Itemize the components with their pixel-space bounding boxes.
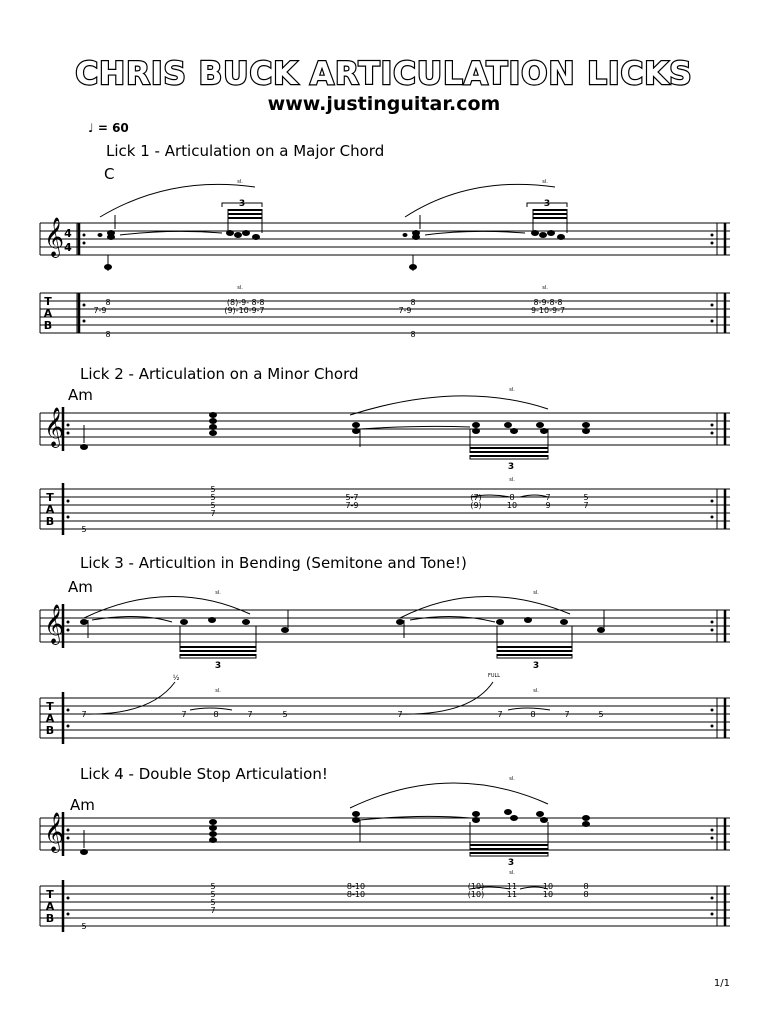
tab-fret: 8 bbox=[583, 890, 589, 899]
sl-mark: sl. bbox=[509, 387, 515, 393]
tab-fret: 7 bbox=[181, 710, 187, 719]
sl-mark: sl. bbox=[542, 285, 548, 291]
tab-fret: 5 bbox=[81, 922, 87, 931]
time-sig-bottom: 4 bbox=[64, 241, 72, 254]
tab-fret: 8 bbox=[509, 493, 515, 502]
tab-fret: 7 bbox=[583, 501, 589, 510]
tab-fret: 5 bbox=[583, 493, 589, 502]
lick-1-title: Lick 1 - Articulation on a Major Chord bbox=[106, 142, 385, 160]
lick-4-system bbox=[0, 770, 768, 940]
tab-fret: 5 bbox=[81, 525, 87, 534]
tab-a: A bbox=[45, 503, 55, 516]
tab-fret: 7 bbox=[397, 710, 403, 719]
tab-fret: 7 bbox=[81, 710, 87, 719]
site-url[interactable]: www.justinguitar.com bbox=[267, 93, 501, 115]
sl-mark: sl. bbox=[533, 590, 539, 596]
triplet-mark: 3 bbox=[214, 661, 222, 671]
tab-fret: (9) bbox=[470, 501, 482, 510]
sl-mark: sl. bbox=[509, 477, 515, 483]
triplet-mark: 3 bbox=[507, 858, 515, 868]
lick-1-system bbox=[0, 175, 768, 350]
tab-fret: 7 bbox=[497, 710, 503, 719]
tab-fret: 8 bbox=[105, 330, 111, 339]
tab-fret: 11 bbox=[506, 882, 518, 891]
tab-fret: 5 bbox=[210, 882, 216, 891]
tab-fret: (10) bbox=[467, 882, 485, 891]
tab-fret: 5 bbox=[282, 710, 288, 719]
tab-fret: 5 bbox=[210, 898, 216, 907]
lick-3-system bbox=[0, 582, 768, 747]
tab-t: T bbox=[44, 295, 52, 308]
tab-fret: 5 bbox=[210, 493, 216, 502]
sl-mark: sl. bbox=[533, 688, 539, 694]
tab-fret: 5-7 bbox=[345, 493, 359, 502]
treble-clef-icon: 𝄞 bbox=[43, 217, 65, 257]
sl-mark: sl. bbox=[509, 870, 515, 876]
tab-fret: 7 bbox=[545, 493, 551, 502]
tab-b: B bbox=[45, 724, 55, 737]
tab-fret: 9-7 bbox=[251, 306, 265, 315]
tab-fret: 7-9 bbox=[398, 306, 412, 315]
lick-1-chord: C bbox=[104, 165, 115, 183]
tab-b: B bbox=[45, 912, 55, 925]
tab-fret: 8-10 bbox=[346, 890, 366, 899]
tab-t: T bbox=[46, 491, 54, 504]
tab-fret: (7) bbox=[470, 493, 482, 502]
tab-a: A bbox=[43, 307, 53, 320]
treble-clef-icon: 𝄞 bbox=[43, 407, 65, 447]
tab-fret: 8 bbox=[410, 330, 416, 339]
sl-mark: sl. bbox=[542, 179, 548, 185]
triplet-mark: 3 bbox=[532, 661, 540, 671]
tab-fret: 11 bbox=[506, 890, 518, 899]
triplet-mark: 3 bbox=[238, 199, 246, 209]
lick-4-chord: Am bbox=[70, 796, 95, 814]
tab-fret: 8 bbox=[410, 298, 416, 307]
tab-fret: 8 bbox=[530, 710, 536, 719]
tab-fret: 8-8 bbox=[251, 298, 265, 307]
tab-a: A bbox=[45, 712, 55, 725]
tab-fret: 9 bbox=[545, 501, 551, 510]
tab-fret: 7 bbox=[247, 710, 253, 719]
tempo-marking: ♩ = 60 bbox=[88, 121, 129, 135]
tab-fret: 8-9-8-8 bbox=[533, 298, 563, 307]
lick-2-chord: Am bbox=[68, 386, 93, 404]
page-title: CHRIS BUCK ARTICULATION LICKS bbox=[75, 56, 693, 92]
tab-fret: (10) bbox=[467, 890, 485, 899]
bend-amount: ½ bbox=[172, 674, 180, 682]
sl-mark: sl. bbox=[237, 179, 243, 185]
time-sig-top: 4 bbox=[64, 227, 72, 240]
tab-fret: 8-10 bbox=[346, 882, 366, 891]
sl-mark: sl. bbox=[215, 590, 221, 596]
bend-amount: FULL bbox=[487, 673, 501, 679]
treble-clef-icon: 𝄞 bbox=[43, 812, 65, 852]
lick-2-system bbox=[0, 385, 768, 545]
triplet-mark: 3 bbox=[507, 462, 515, 472]
tab-fret: (9)-10- bbox=[224, 306, 252, 315]
tab-fret: 10 bbox=[506, 501, 518, 510]
treble-clef-icon: 𝄞 bbox=[43, 604, 65, 644]
lick-2-title: Lick 2 - Articulation on a Minor Chord bbox=[80, 365, 359, 383]
tab-fret: 7 bbox=[210, 509, 216, 518]
tab-a: A bbox=[45, 900, 55, 913]
triplet-mark: 3 bbox=[543, 199, 551, 209]
tab-fret: 5 bbox=[210, 501, 216, 510]
page-number: 1/1 bbox=[713, 978, 730, 989]
lick-4-title: Lick 4 - Double Stop Articulation! bbox=[80, 765, 328, 783]
sl-mark: sl. bbox=[509, 776, 515, 782]
tab-fret: 7-9 bbox=[93, 306, 107, 315]
tab-t: T bbox=[46, 888, 54, 901]
tab-b: B bbox=[45, 515, 55, 528]
tab-b: B bbox=[43, 319, 53, 332]
tab-fret: 5 bbox=[598, 710, 604, 719]
tab-fret: 10 bbox=[542, 882, 554, 891]
tab-fret: 5 bbox=[210, 485, 216, 494]
tab-fret: 8 bbox=[583, 882, 589, 891]
tab-fret: 7 bbox=[210, 906, 216, 915]
tab-fret: 10 bbox=[542, 890, 554, 899]
tab-fret: 8 bbox=[105, 298, 111, 307]
tab-fret: 7 bbox=[564, 710, 570, 719]
lick-3-chord: Am bbox=[68, 578, 93, 596]
lick-3-title: Lick 3 - Articultion in Bending (Semitone and Tone!) bbox=[80, 554, 467, 572]
sl-mark: sl. bbox=[215, 688, 221, 694]
tab-fret: 9-10-9-7 bbox=[530, 306, 566, 315]
sl-mark: sl. bbox=[237, 285, 243, 291]
tab-fret: 8 bbox=[213, 710, 219, 719]
tab-t: T bbox=[46, 700, 54, 713]
tab-fret: 7-9 bbox=[345, 501, 359, 510]
tab-fret: (8)-9- bbox=[226, 298, 250, 307]
tab-fret: 5 bbox=[210, 890, 216, 899]
